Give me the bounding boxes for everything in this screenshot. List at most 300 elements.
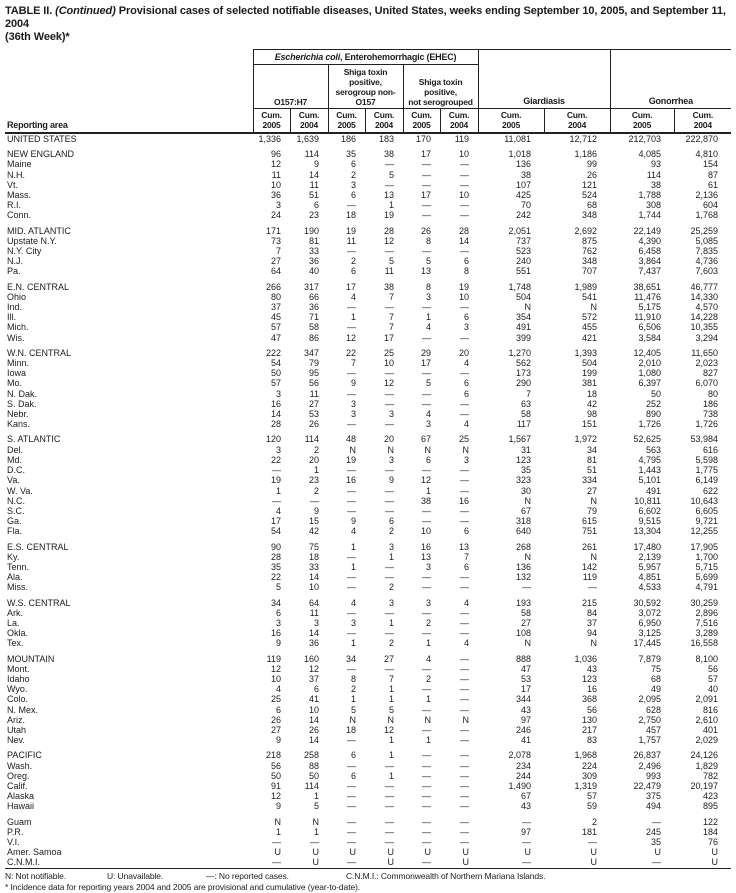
value-cell: 29 <box>420 347 431 358</box>
value-cell: 1,744 <box>638 210 662 221</box>
value-cell: 20 <box>459 347 470 358</box>
value-cell: 12 <box>270 663 281 674</box>
value-cell: 121 <box>582 179 598 190</box>
value-cell: U <box>440 857 478 868</box>
value-cell: 4 <box>464 358 470 369</box>
value-cell: 222 <box>265 347 281 358</box>
value-cell: — <box>347 505 356 516</box>
value-cell: 2 <box>388 526 394 537</box>
reporting-area-cell: N. Mex. <box>7 704 39 715</box>
value-cell: — <box>347 302 356 313</box>
value-cell: 22,479 <box>633 780 662 791</box>
value-cell: — <box>385 760 394 771</box>
value-cell: N <box>424 444 431 455</box>
value-cell: 17 <box>270 516 281 527</box>
value-cell: 2,496 <box>638 760 662 771</box>
value-cell: 2 <box>425 617 431 628</box>
value-cell: 36 <box>308 302 319 313</box>
title-line-2: (36th Week)* <box>5 31 70 43</box>
value-cell: 261 <box>582 541 598 552</box>
value-cell: 6 <box>464 312 470 323</box>
table-row <box>5 516 731 526</box>
value-cell: — <box>422 210 431 221</box>
value-cell: 494 <box>646 801 662 812</box>
value-cell: 6 <box>464 378 470 389</box>
value-cell: 5 <box>275 582 281 593</box>
value-cell: 1,319 <box>574 780 598 791</box>
reporting-area-cell: La. <box>7 617 20 628</box>
reporting-area-cell: Nebr. <box>7 409 29 420</box>
value-cell: 57 <box>270 322 281 333</box>
value-cell: 57 <box>708 673 719 684</box>
value-cell: 73 <box>270 235 281 246</box>
table-row <box>5 282 731 292</box>
value-cell: 53 <box>308 409 319 420</box>
value-cell: 56 <box>308 378 319 389</box>
value-cell: 25,259 <box>690 225 719 236</box>
value-cell: — <box>403 857 440 868</box>
value-cell: — <box>347 322 356 333</box>
reporting-area-cell: Idaho <box>7 673 30 684</box>
value-cell: 4,570 <box>695 302 719 313</box>
table-row <box>5 378 731 388</box>
value-cell: 2,078 <box>508 750 532 761</box>
value-cell: — <box>422 724 431 735</box>
value-cell: 13,304 <box>633 526 662 537</box>
value-cell: 7 <box>388 322 394 333</box>
title-prefix: TABLE II. <box>5 5 53 17</box>
value-cell: N <box>312 816 319 827</box>
non-o157-line2: serogroup non-O157 <box>335 87 396 107</box>
reporting-area-cell: MID. ATLANTIC <box>7 225 71 236</box>
value-cell: 1 <box>388 694 394 705</box>
value-cell: U <box>711 847 719 858</box>
value-cell: 11 <box>309 179 319 190</box>
value-cell: 70 <box>521 200 532 211</box>
not-serogrouped-subheader <box>403 65 478 109</box>
value-cell: 14 <box>308 169 319 180</box>
value-cell: 61 <box>708 179 719 190</box>
value-cell: 95 <box>308 368 319 379</box>
value-cell: 17 <box>420 190 431 201</box>
value-cell: 37 <box>270 302 281 313</box>
legend-no-reported-cases: —: No reported cases. <box>206 870 289 881</box>
value-cell: 50 <box>270 368 281 379</box>
value-cell: 79 <box>587 505 598 516</box>
footnote-legend <box>5 871 731 882</box>
value-cell: 81 <box>308 235 319 246</box>
value-cell: 123 <box>516 454 532 465</box>
value-cell: 43 <box>587 663 598 674</box>
value-cell: 38 <box>383 149 394 160</box>
value-cell: 38 <box>420 495 431 506</box>
value-cell: 10 <box>308 704 319 715</box>
reporting-area-cell: W.N. CENTRAL <box>7 347 72 358</box>
value-cell: — <box>385 302 394 313</box>
value-cell: — <box>347 551 356 562</box>
value-cell: — <box>422 332 431 343</box>
value-cell: 4 <box>425 322 431 333</box>
value-cell: 762 <box>582 246 598 257</box>
value-cell: 4,533 <box>638 582 662 593</box>
value-cell: 36 <box>270 190 281 201</box>
value-cell: — <box>347 200 356 211</box>
value-cell: 71 <box>308 312 319 323</box>
value-cell: — <box>385 816 394 827</box>
value-cell: 57 <box>587 791 598 802</box>
value-cell: 7 <box>388 312 394 323</box>
reporting-area-cell: N.C. <box>7 495 25 506</box>
value-cell: 43 <box>521 704 532 715</box>
table-row <box>5 389 731 399</box>
value-cell: 123 <box>582 673 598 684</box>
value-cell: 455 <box>582 322 598 333</box>
legend-not-notifiable: N: Not notifiable. <box>5 870 67 881</box>
value-cell: — <box>422 398 431 409</box>
value-cell: 67 <box>420 434 431 445</box>
value-cell: 737 <box>516 235 532 246</box>
value-cell: 2 <box>350 169 356 180</box>
value-cell: — <box>347 582 356 593</box>
value-cell: U <box>312 847 319 858</box>
title-rest: Provisional cases of selected notifiable diseases, United States, weeks ending September 10, 2005, and September 11, 2004 <box>5 5 726 30</box>
value-cell: 2,896 <box>695 607 719 618</box>
value-cell: — <box>460 409 470 420</box>
reporting-area-cell: NEW ENGLAND <box>7 149 75 160</box>
value-cell: — <box>460 628 470 639</box>
value-cell: 6 <box>313 684 319 695</box>
value-cell: 132 <box>516 572 532 583</box>
value-cell: N <box>462 444 470 455</box>
value-cell: 54 <box>270 358 281 369</box>
value-cell: 173 <box>516 368 532 379</box>
value-cell: 524 <box>582 190 598 201</box>
value-cell: 20,197 <box>690 780 719 791</box>
value-cell: 5 <box>388 704 394 715</box>
value-cell: 3 <box>388 454 394 465</box>
value-cell: — <box>347 816 356 827</box>
value-cell: — <box>422 388 431 399</box>
value-cell: 19 <box>345 225 356 236</box>
value-cell: 27 <box>521 617 532 628</box>
table-row <box>5 226 731 236</box>
value-cell: — <box>385 837 394 847</box>
value-cell: 26 <box>270 714 281 725</box>
value-cell: 3 <box>275 444 281 455</box>
value-cell: 375 <box>646 791 662 802</box>
cum-year-header: Cum. 2005 <box>403 109 440 134</box>
value-cell: 1,700 <box>695 551 719 562</box>
value-cell: 3 <box>350 409 356 420</box>
value-cell: 215 <box>582 597 598 608</box>
value-cell: — <box>422 505 431 516</box>
value-cell: — <box>460 200 470 211</box>
value-cell: 4,851 <box>638 572 662 583</box>
value-cell: 4 <box>275 505 281 516</box>
value-cell: 5,101 <box>638 475 662 486</box>
value-cell: 130 <box>582 714 598 725</box>
value-cell: — <box>310 495 319 506</box>
value-cell: 2 <box>592 816 598 827</box>
value-cell: 491 <box>646 485 662 496</box>
value-cell: — <box>385 485 394 496</box>
value-cell: 1 <box>388 735 394 746</box>
value-cell: 38 <box>383 281 394 292</box>
value-cell: 190 <box>303 225 319 236</box>
value-cell: 14,330 <box>690 291 719 302</box>
legend-cnmi: C.N.M.I.: Commonwealth of Northern Mariana Islands. <box>346 870 546 881</box>
value-cell: 20 <box>383 434 394 445</box>
reporting-area-cell: Ky. <box>7 551 20 562</box>
value-cell: 58 <box>521 409 532 420</box>
value-cell: 3 <box>275 388 281 399</box>
value-cell: — <box>522 816 532 827</box>
value-cell: 56 <box>587 704 598 715</box>
value-cell: 119 <box>266 653 281 664</box>
value-cell: 186 <box>340 134 356 144</box>
not-serogrouped-line2: not serogrouped <box>408 97 473 107</box>
value-cell: N <box>349 444 356 455</box>
value-cell: 20 <box>308 454 319 465</box>
value-cell: — <box>385 801 394 812</box>
value-cell: 28 <box>270 419 281 430</box>
value-cell: 1,393 <box>574 347 598 358</box>
value-cell: 171 <box>265 225 281 236</box>
value-cell: 81 <box>587 454 598 465</box>
value-cell: 2 <box>350 256 356 267</box>
value-cell: — <box>422 179 431 190</box>
value-cell: 6,070 <box>695 378 719 389</box>
value-cell: — <box>460 572 470 583</box>
value-cell: 59 <box>587 801 598 812</box>
value-cell: 67 <box>521 791 532 802</box>
table-row <box>5 847 731 857</box>
value-cell: 13 <box>420 266 431 277</box>
value-cell: 184 <box>703 826 719 837</box>
value-cell: 425 <box>516 190 532 201</box>
value-cell: — <box>385 791 394 802</box>
reporting-area-cell: Ariz. <box>7 714 25 725</box>
value-cell: 4,085 <box>638 149 662 160</box>
value-cell: 136 <box>516 561 532 572</box>
reporting-area-cell: Mich. <box>7 322 29 333</box>
reporting-area-cell: Alaska <box>7 791 35 802</box>
value-cell: — <box>347 826 356 837</box>
reporting-area-cell: Md. <box>7 454 23 465</box>
value-cell: — <box>460 210 470 221</box>
value-cell: 84 <box>587 607 598 618</box>
value-cell: 34 <box>587 444 598 455</box>
value-cell: U <box>674 857 731 868</box>
reporting-area-cell: Vt. <box>7 179 19 190</box>
value-cell: N <box>590 302 598 313</box>
table-row <box>5 837 731 847</box>
value-cell: 4 <box>464 638 470 649</box>
value-cell: — <box>460 475 470 486</box>
value-cell: 1 <box>350 541 356 552</box>
reporting-area-cell: Ga. <box>7 516 22 527</box>
title-line-1 <box>5 5 731 31</box>
reporting-area-cell: Miss. <box>7 582 28 593</box>
value-cell: 266 <box>265 281 281 292</box>
value-cell: 622 <box>703 485 719 496</box>
value-cell: 76 <box>708 837 719 847</box>
value-cell: 6 <box>350 190 356 201</box>
value-cell: 35 <box>270 561 281 572</box>
value-cell: 3,072 <box>638 607 662 618</box>
value-cell: 42 <box>308 526 319 537</box>
value-cell: — <box>422 368 431 379</box>
value-cell: 79 <box>308 358 319 369</box>
table-row <box>5 771 731 781</box>
value-cell: N <box>462 714 470 725</box>
value-cell: 381 <box>582 378 598 389</box>
cum-year-header: Cum. 2004 <box>544 109 610 134</box>
table-row <box>5 618 731 628</box>
value-cell: N <box>387 714 394 725</box>
value-cell: 22 <box>270 454 281 465</box>
value-cell: — <box>422 607 431 618</box>
value-cell: N <box>387 444 394 455</box>
value-cell: 318 <box>516 516 532 527</box>
value-cell: 27 <box>270 256 281 267</box>
value-cell: 3 <box>313 617 319 628</box>
value-cell: — <box>460 704 470 715</box>
value-cell: 6,605 <box>695 505 719 516</box>
table-row <box>5 292 731 302</box>
value-cell: 18 <box>345 724 356 735</box>
value-cell: — <box>385 628 394 639</box>
reporting-area-cell: V.I. <box>7 837 20 847</box>
table-row <box>5 608 731 618</box>
cum-year-header: Cum. 2005 <box>610 109 674 134</box>
table-row <box>5 256 731 266</box>
value-cell: 4 <box>425 653 431 664</box>
table-row <box>5 200 731 210</box>
value-cell: 67 <box>521 505 532 516</box>
reporting-area-header: Reporting area <box>5 50 253 134</box>
value-cell: N <box>524 302 532 313</box>
value-cell: 35 <box>521 465 532 476</box>
reporting-area-cell: Tenn. <box>7 561 30 572</box>
value-cell: 6 <box>464 526 470 537</box>
value-cell: 19 <box>383 210 394 221</box>
value-cell: — <box>460 791 470 802</box>
value-cell: 2 <box>313 444 319 455</box>
value-cell: 11 <box>384 266 394 277</box>
value-cell: 27 <box>308 398 319 409</box>
reporting-area-cell: Utah <box>7 724 27 735</box>
table-row <box>5 638 731 648</box>
value-cell: 28 <box>270 551 281 562</box>
value-cell: 12 <box>383 378 394 389</box>
value-cell: 49 <box>651 684 662 695</box>
giardiasis-group-header: Giardiasis <box>478 50 610 109</box>
value-cell: 222,870 <box>685 134 719 144</box>
table-row <box>5 133 731 144</box>
value-cell: — <box>347 607 356 618</box>
value-cell: N <box>590 551 598 562</box>
value-cell: N <box>524 495 532 506</box>
value-cell: 119 <box>454 134 470 144</box>
value-cell: 11,650 <box>691 347 719 358</box>
value-cell: 4,810 <box>695 149 719 160</box>
value-cell: 9 <box>388 475 394 486</box>
value-cell: 9 <box>275 638 281 649</box>
reporting-area-cell: E.N. CENTRAL <box>7 281 70 292</box>
value-cell: 368 <box>582 694 598 705</box>
value-cell: 9 <box>313 159 319 170</box>
value-cell: 1 <box>313 465 319 476</box>
table-row <box>5 857 731 868</box>
value-cell: 34 <box>345 653 356 664</box>
value-cell: 90 <box>270 541 281 552</box>
value-cell: 7 <box>350 358 356 369</box>
value-cell: 9 <box>275 735 281 746</box>
table-row <box>5 419 731 429</box>
value-cell: 16 <box>345 475 356 486</box>
value-cell: 94 <box>587 628 598 639</box>
table-row <box>5 572 731 582</box>
reporting-area-cell: P.R. <box>7 826 24 837</box>
table-row <box>5 486 731 496</box>
value-cell: 17 <box>420 149 431 160</box>
value-cell: 15 <box>308 516 319 527</box>
value-cell: 11 <box>309 388 319 399</box>
value-cell: 8 <box>425 281 431 292</box>
value-cell: 66 <box>308 291 319 302</box>
reporting-area-cell: Ohio <box>7 291 27 302</box>
value-cell: 6 <box>275 607 281 618</box>
title-continued: (Continued) <box>55 5 116 17</box>
reporting-area-cell: S. ATLANTIC <box>7 434 61 445</box>
value-cell: 604 <box>703 200 719 211</box>
value-cell: 1,080 <box>638 368 662 379</box>
value-cell: 1 <box>313 826 319 837</box>
value-cell: 64 <box>270 266 281 277</box>
value-cell: 5,715 <box>695 561 719 572</box>
value-cell: 4 <box>350 291 356 302</box>
table-row <box>5 735 731 745</box>
reporting-area-cell: Ind. <box>7 302 23 313</box>
value-cell: 50 <box>651 388 662 399</box>
table-row <box>5 434 731 444</box>
value-cell: 1 <box>388 200 394 211</box>
value-cell: 51 <box>308 190 319 201</box>
table-row <box>5 312 731 322</box>
value-cell: N <box>424 714 431 725</box>
value-cell: 1,768 <box>695 210 719 221</box>
value-cell: — <box>385 465 394 476</box>
value-cell: 51 <box>587 465 598 476</box>
value-cell: 86 <box>308 332 319 343</box>
value-cell: 258 <box>303 750 319 761</box>
value-cell: 2,750 <box>638 714 662 725</box>
reporting-area-cell: Mass. <box>7 190 32 201</box>
reporting-area-cell: Hawaii <box>7 801 35 812</box>
value-cell: 54 <box>270 526 281 537</box>
value-cell: — <box>422 169 431 180</box>
reporting-area-cell: D.C. <box>7 465 25 476</box>
value-cell: 10 <box>420 526 431 537</box>
value-cell: N <box>590 495 598 506</box>
value-cell: U <box>524 847 532 858</box>
value-cell: — <box>460 607 470 618</box>
value-cell: 1,270 <box>508 347 532 358</box>
value-cell: — <box>385 179 394 190</box>
value-cell: 2 <box>388 582 394 593</box>
table-row <box>5 628 731 638</box>
